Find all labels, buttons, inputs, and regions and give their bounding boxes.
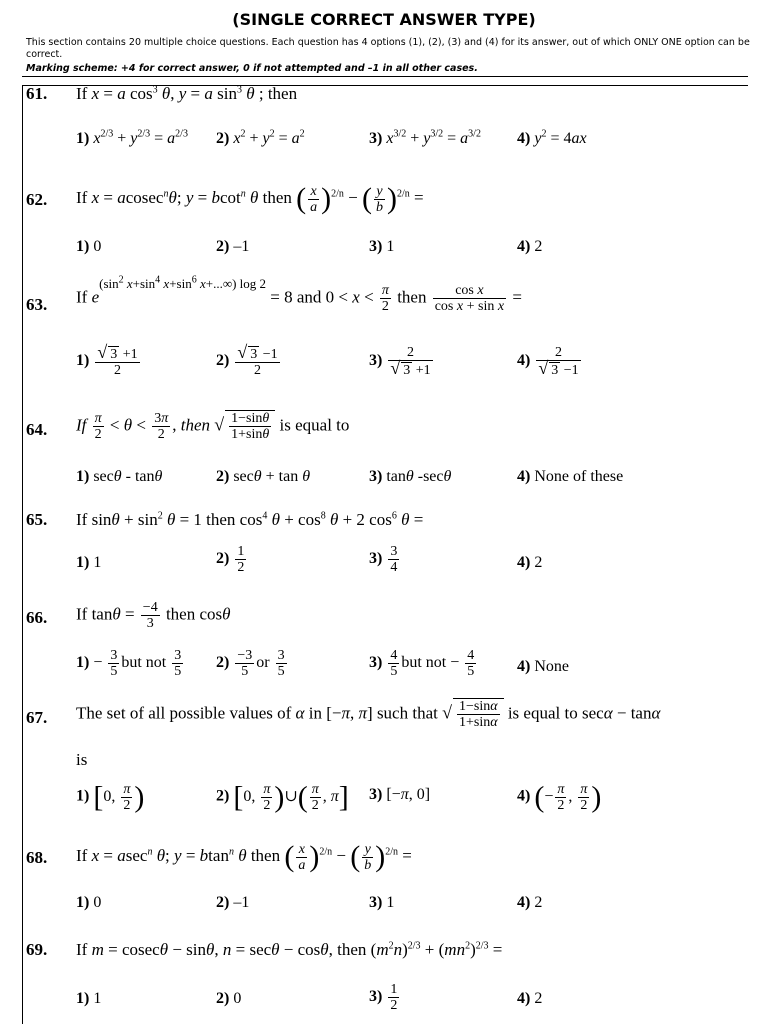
option-3[interactable]: 3) 1 <box>369 238 395 255</box>
question-number: 61. <box>26 84 48 103</box>
option-3[interactable]: 3) $\frac{4}{5}$ but not − $\frac{4}{5}$ <box>369 648 475 679</box>
option-2[interactable]: 2) –1 <box>216 238 250 255</box>
marking-scheme: Marking scheme: +4 for correct answer, 0 if not attempted and –1 in all other cases. <box>26 63 478 74</box>
option-3[interactable]: 3) tanθ -secθ <box>369 468 452 485</box>
option-3[interactable]: 3) $\frac{1}{2}$ <box>369 982 398 1013</box>
option-3[interactable]: 3) $\frac{2}{√ 3 +1}$ <box>369 345 431 378</box>
option-1[interactable]: 1) secθ - tanθ <box>76 468 163 485</box>
question-text: If $e^{(sin^2 x+sin^4 x+sin^6 x+...\infty) log 2} = 8$ and 0 < x < $\frac{\pi}{2}$ then $\frac{\text{cos x}}{\text{cos x + sin x}}$ = <box>76 275 522 314</box>
question-number: 69. <box>26 940 48 959</box>
option-3[interactable]: 3) $\frac{3}{4}$ <box>369 544 398 575</box>
option-3[interactable]: 3) $x^{3/2} + y^{3/2} = a^{3/2}$ <box>369 128 481 147</box>
question-text: If $\frac{\pi}{2}$ < θ < $\frac{3\pi}{2}$ , then √ $\frac{1-\sin\theta}{1+\sin\theta}$ is equal to <box>76 411 350 442</box>
section-title: (SINGLE CORRECT ANSWER TYPE) <box>232 10 536 29</box>
option-4[interactable]: 4) $\frac{2}{√ 3 -1}$ <box>517 345 579 378</box>
question-text: If x = a $\cos^3 \theta$, y = a $\sin^3 \theta$ ; then <box>76 84 298 103</box>
question-text: If tanθ = $\frac{-4}{3}$ then cosθ <box>76 600 231 631</box>
option-2[interactable]: 2) $\frac{√ 3 -1}{2}$ <box>216 342 278 378</box>
option-2[interactable]: 2) –1 <box>216 894 250 911</box>
question-number: 68. <box>26 848 48 867</box>
question-text: If x = asec$^n$ θ; y = btan$^n$ θ then ( $\frac{x}{a}$ )$^{2/n}$ − ( $\frac{y}{b}$ )$^{2/n}$ = <box>76 840 412 873</box>
option-1[interactable]: 1) $\frac{√ 3 +1}{2}$ <box>76 342 138 378</box>
section-instructions: This section contains 20 multiple choice questions. Each question has 4 options (1), (2), (3) and (4) for its answer, out of which ONLY ONE option can be correct. <box>26 37 750 60</box>
option-4[interactable]: 4) None <box>517 658 569 675</box>
option-4[interactable]: 4) 2 <box>517 238 543 255</box>
option-1[interactable]: 1) − $\frac{3}{5}$ but not $\frac{3}{5}$ <box>76 648 182 679</box>
option-2[interactable]: 2) $\frac{-3}{5}$ or $\frac{3}{5}$ <box>216 648 285 679</box>
left-margin-rule <box>22 85 23 1024</box>
option-2[interactable]: 2) $x^2 + y^2 = a^2$ <box>216 128 305 147</box>
option-4[interactable]: 4) 2 <box>517 554 543 571</box>
option-2[interactable]: 2) 0 <box>216 990 242 1007</box>
option-1[interactable]: 1) [0, $\frac{\pi}{2}$ ) <box>76 780 145 813</box>
option-1[interactable]: 1) 1 <box>76 990 102 1007</box>
question-number: 62. <box>26 190 48 209</box>
question-number: 66. <box>26 608 48 627</box>
option-1[interactable]: 1) 1 <box>76 554 102 571</box>
question-text: If x = acosec$^n$θ; y = bcot$^n$ θ then ( $\frac{x}{a}$ )$^{2/n}$ − ( $\frac{y}{b}$ )$^{2/n}$ = <box>76 182 424 215</box>
question-text-continuation: is <box>76 750 88 769</box>
question-text: If m = cosecθ − sinθ, n = secθ − cosθ, then $(m^2n)^{2/3} + (mn^2)^{2/3}$ = <box>76 940 503 959</box>
option-1[interactable]: 1) 0 <box>76 238 102 255</box>
question-number: 63. <box>26 295 48 314</box>
option-1[interactable]: 1) 0 <box>76 894 102 911</box>
option-4[interactable]: 4) (− $\frac{\pi}{2}$ , $\frac{\pi}{2}$ ) <box>517 780 602 813</box>
option-2[interactable]: 2) $\frac{1}{2}$ <box>216 544 245 575</box>
option-3[interactable]: 3) [−π, 0] <box>369 786 431 803</box>
option-2[interactable]: 2) secθ + tan θ <box>216 468 311 485</box>
option-4[interactable]: 4) 2 <box>517 894 543 911</box>
question-number: 64. <box>26 420 48 439</box>
option-3[interactable]: 3) 1 <box>369 894 395 911</box>
option-2[interactable]: 2) [0, $\frac{\pi}{2}$ )∪( $\frac{\pi}{2}$ , π] <box>216 780 349 813</box>
question-number: 65. <box>26 510 48 529</box>
question-text: The set of all possible values of α in [−π, π] such that √ $\frac{1-\sin\alpha}{1+\sin\alpha}$ is equal to secα − tanα <box>76 699 661 730</box>
header-divider <box>22 76 748 77</box>
option-4[interactable]: 4) None of these <box>517 468 624 485</box>
option-1[interactable]: 1) $x^{2/3} + y^{2/3} = a^{2/3}$ <box>76 128 188 147</box>
question-text: If $\sin\theta + \sin^2 \theta = 1$ then $\cos^4 \theta + \cos^8 \theta + 2$ $\cos^6 \theta$ = <box>76 510 424 529</box>
option-4[interactable]: 4) 2 <box>517 990 543 1007</box>
option-4[interactable]: 4) $y^2 = 4ax$ <box>517 128 587 147</box>
question-number: 67. <box>26 708 48 727</box>
